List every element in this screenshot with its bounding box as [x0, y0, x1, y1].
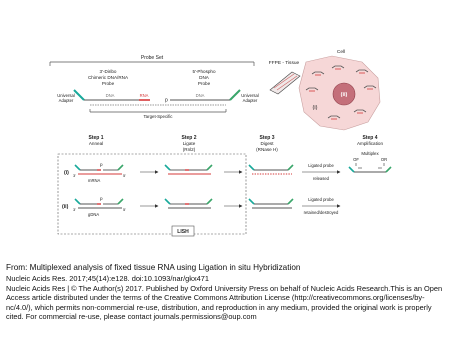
lish-diagram: [44, 22, 412, 248]
svg-text:5': 5': [123, 173, 126, 178]
row-i-label: (i): [64, 170, 69, 176]
probe-5-title-3: Probe: [197, 81, 211, 86]
step-2-row-i: [165, 165, 212, 174]
step-1-row-ii: [73, 196, 126, 217]
mrna-label: mRNA: [88, 178, 101, 183]
lish-label: LISH: [177, 229, 189, 235]
lish-figure: [44, 22, 412, 248]
step-3-row-ii: [249, 199, 293, 208]
universal-adapter-right: [230, 90, 240, 100]
ligated-retained-1: Ligated probe: [308, 197, 334, 202]
step-4-amplification: [349, 151, 391, 172]
caption-license: Nucleic Acids Res | © The Author(s) 2017. Published by Oxford University Press on behalf of Nucleic Acids Research.This is an Open Access article distributed under the terms of the Creative Commons Attribution License (http://creativecommons.org/licenses/by-nc/4.0/), which permits non-commercial re-use, distribution, and reproduction in any medium, provided the original work is properly cited. For commercial re-use, please contact journals.permissions@oup.com: [6, 283, 443, 322]
multiplex-label: Multiplex: [361, 151, 379, 156]
step-3-title: Step 3: [259, 135, 275, 141]
step-1-sub: Anneal: [88, 141, 104, 146]
universal-adapter-right-2: Adapter: [242, 98, 258, 103]
ligated-retained-2: retained/destroyed: [303, 210, 339, 215]
ligated-released-2: released: [312, 176, 330, 181]
target-specific-label: Target-Specific: [143, 114, 173, 119]
caption-from: From: Multiplexed analysis of fixed tissue RNA using Ligation in situ Hybridization: [6, 263, 301, 272]
probe-3-title-3: Probe: [101, 81, 115, 86]
probe-set-label: Probe Set: [140, 55, 164, 61]
cell-roman-i: (i): [312, 105, 318, 111]
step-2-row-ii: [165, 199, 212, 208]
figure-caption: [6, 263, 446, 322]
or-label: OR: [380, 157, 388, 162]
probe-3-rna-label: RNA: [139, 93, 149, 98]
universal-adapter-left-1: Universal: [57, 93, 75, 98]
of-label: OF: [353, 157, 359, 162]
universal-adapter-right-1: Universal: [241, 93, 259, 98]
probe-5-title-2: DNA: [199, 75, 209, 80]
tissue-slide: [270, 72, 300, 94]
step-2-sub: Ligate: [182, 141, 196, 146]
step-4-sub: Amplification: [356, 141, 384, 146]
svg-text:5': 5': [123, 207, 126, 212]
step-1-title: Step 1: [88, 135, 104, 141]
step-2-sub2: (Rnl2): [182, 147, 196, 152]
ffpe-tissue-label: FFPE - Tissue: [268, 61, 300, 66]
probe-5-title-1: 5'-Phospho: [192, 69, 216, 74]
step-3-row-i: [249, 165, 293, 174]
probe-5-dna-label: DNA: [195, 93, 205, 98]
gdna-label: gDNA: [88, 212, 100, 217]
svg-text:3': 3': [73, 173, 76, 178]
probe-3-title-2: Chimeric DNA/RNA: [87, 75, 129, 80]
step-2-title: Step 2: [181, 135, 197, 141]
probe-5-p-label: p: [165, 97, 168, 104]
lish-dashed-box: [58, 154, 246, 234]
cell-roman-ii: (ii): [340, 92, 348, 98]
probe-3-dna-label: DNA: [105, 93, 115, 98]
probe-3-title-1: 3'-Diribo: [99, 69, 117, 74]
svg-text:p: p: [100, 196, 103, 201]
ligated-released-1: Ligated probe: [308, 163, 334, 168]
row-ii-label: (ii): [62, 204, 69, 210]
step-1-row-i: [73, 162, 126, 183]
universal-adapter-left-2: Adapter: [58, 98, 74, 103]
step-3-sub: Digest: [260, 141, 274, 146]
caption-citation: Nucleic Acids Res. 2017;45(14):e128. doi:10.1093/nar/gkx471: [6, 274, 209, 283]
universal-adapter-left: [74, 90, 84, 100]
step-4-title: Step 4: [362, 135, 378, 141]
step-3-sub2: (RNase H): [256, 147, 278, 152]
svg-text:p: p: [100, 162, 103, 167]
svg-text:3': 3': [73, 207, 76, 212]
cell-label: Cell: [336, 50, 346, 55]
